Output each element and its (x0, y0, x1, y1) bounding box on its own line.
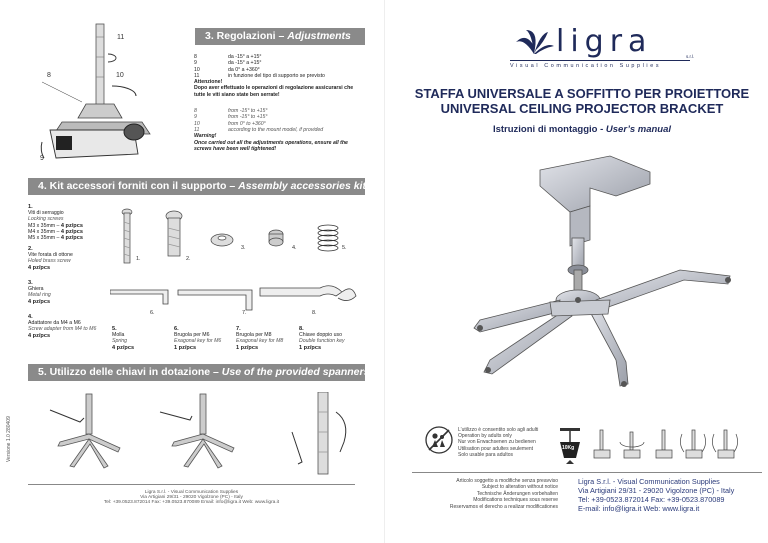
logo-rule (510, 60, 690, 61)
img-num-4: 4. (292, 245, 297, 251)
page-fold (384, 0, 385, 543)
adjustment-diagram (22, 22, 172, 172)
section-3-header (195, 28, 365, 45)
callout-9: 9 (40, 155, 44, 162)
contact-address: Via Artigiani 29/31 - 29020 Vigolzone (PC) - Italy (578, 486, 735, 495)
title-it: STAFFA UNIVERSALE A SOFFITTO PER PROIETTORE (414, 86, 750, 101)
adapter-image (269, 230, 283, 246)
contact-web: E-mail: info@ligra.it Web: www.ligra.it (578, 504, 700, 513)
callout-8: 8 (47, 72, 51, 79)
metal-ring-image (211, 234, 233, 246)
kit-item-8: 8. Chiave doppio uso Double function key 1 pz/pcs (299, 326, 345, 351)
adjust-row-en: 11 according to the mount model, if provided (194, 126, 324, 133)
adjust-row-en: 10 from 0° to +360° (194, 120, 266, 127)
left-divider (28, 484, 355, 485)
img-num-6: 6. (150, 310, 155, 316)
callout-11: 11 (117, 34, 125, 41)
warning-body-it: Dopo aver effettuato le operazioni di regolazione assicurarsi che tutte le viti siano state ben serrate! (194, 85, 354, 98)
section-3-title-it: 3. Regolazioni – (205, 30, 288, 42)
brand-tagline: Visual Communication Supplies (510, 63, 662, 69)
version-label: Versione 1.0 280409 (6, 416, 12, 462)
spring-image (318, 225, 338, 251)
kit-item-5: 5. Molla Spring 4 pz/pcs (112, 326, 135, 351)
no-children-icon (424, 425, 454, 455)
modification-notice: Articolo soggetto a modifiche senza preavviso Subject to alteration without notice Technische Änderungen vorbehalten Modifications techniques sous reserve Reservamos el derecho a realizar modificationes (449, 478, 558, 510)
section-5-title-it: 5. Utilizzo delle chiavi in dotazione – (38, 366, 222, 378)
img-num-5: 5. (342, 245, 347, 251)
section-4-title-it: 4. Kit accessori forniti con il supporto – (38, 180, 239, 192)
img-num-1: 1. (136, 256, 141, 262)
ceiling-bracket-illustration (440, 150, 740, 400)
kit-item-1: 1. Viti di serraggio Locking screws M3 x 35mm – 4 pz/pcs M4 x 35mm – 4 pz/pcs M5 x 35mm – 4 pz/pcs (28, 204, 83, 242)
brand-name: ligra (556, 24, 653, 59)
warning-title-en: Warning! (194, 133, 217, 140)
contact-company: Ligra S.r.l. - Visual Communication Supplies (578, 477, 720, 486)
adult-notice: L’utilizzo è consentito solo agli adulti Operation by adults only Nur von Erwachsenen zu bedienen Utilisation pour adultes seulement Solo usable para adultos (458, 427, 539, 458)
contact-phone: Tel: +39-0523.872014 Fax: +39-0523.870089 (578, 495, 725, 504)
kit-item-4: 4. Adattatore da M4 a M6 Screw adapter from M4 to M6 4 pz/pcs (28, 314, 97, 339)
kit-item-7: 7. Brugola per M8 Exagonal key for M8 1 pz/pcs (236, 326, 284, 351)
adjust-row-it: 10 da 0° a +360° (194, 66, 260, 73)
section-5-title-en: Use of the provided spanners (221, 366, 370, 378)
img-num-3: 3. (241, 245, 246, 251)
kit-item-6: 6. Brugola per M6 Exagonal key for M6 1 pz/pcs (174, 326, 222, 351)
title-en: UNIVERSAL CEILING PROJECTOR BRACKET (440, 101, 724, 116)
section-4-header (28, 178, 365, 195)
kit-item-3: 3. Ghiera Metal ring 4 pz/pcs (28, 280, 51, 305)
adjust-row-it: 11 in funzione del tipo di supporto se previsto (194, 72, 325, 79)
section-3-body (194, 54, 354, 152)
product-title (396, 86, 768, 116)
weight-label: 10Kg (562, 445, 575, 451)
section-5-header (28, 364, 370, 381)
hex-key-images (110, 286, 356, 310)
kit-illustrations (110, 200, 365, 325)
ligra-logo-icon (514, 28, 554, 58)
adjust-row-it: 9 da -15° a +15° (194, 60, 262, 67)
section-4-title-en: Assembly accessories kit (238, 180, 366, 192)
callout-10: 10 (116, 72, 124, 79)
manual-subtitle (396, 124, 768, 135)
img-num-7: 7. (242, 310, 247, 316)
section-3-title-en: Adjustments (287, 30, 351, 42)
img-num-8: 8. (312, 310, 317, 316)
warning-body-en: Once carried out all the adjustments operations, ensure all the screws have been well tightened! (194, 139, 348, 152)
subtitle-en: User’s manual (605, 124, 672, 135)
locking-screw-image (122, 209, 182, 263)
adjust-row-it: 8 da -15° a +15° (194, 54, 262, 60)
spanner-use-illustrations (40, 392, 360, 477)
subtitle-it: Istruzioni di montaggio - (492, 124, 606, 135)
contact-block (578, 477, 768, 513)
warning-title-it: Attenzione! (194, 79, 223, 86)
kit-item-2: 2. Vite forata di ottone Holed brass screw 4 pz/pcs (28, 246, 73, 271)
installation-steps-icons (592, 428, 762, 468)
adjust-row-en: 9 from -15° to +15° (194, 114, 268, 121)
right-divider (412, 472, 762, 473)
brand-srl: s.r.l. (686, 54, 695, 59)
adjust-row-en: 8 from -15° to +15° (194, 108, 268, 115)
img-num-2: 2. (186, 256, 191, 262)
left-footer: Ligra S.r.l. - Visual Communication Supplies Via Artigiani 29/31 - 29020 Vigolzone (PC) - Italy Tel: +39.0523.872014 Fax: +39.0523.870089 Email: info@ligra.it Web: www.ligra.it (103, 490, 280, 505)
